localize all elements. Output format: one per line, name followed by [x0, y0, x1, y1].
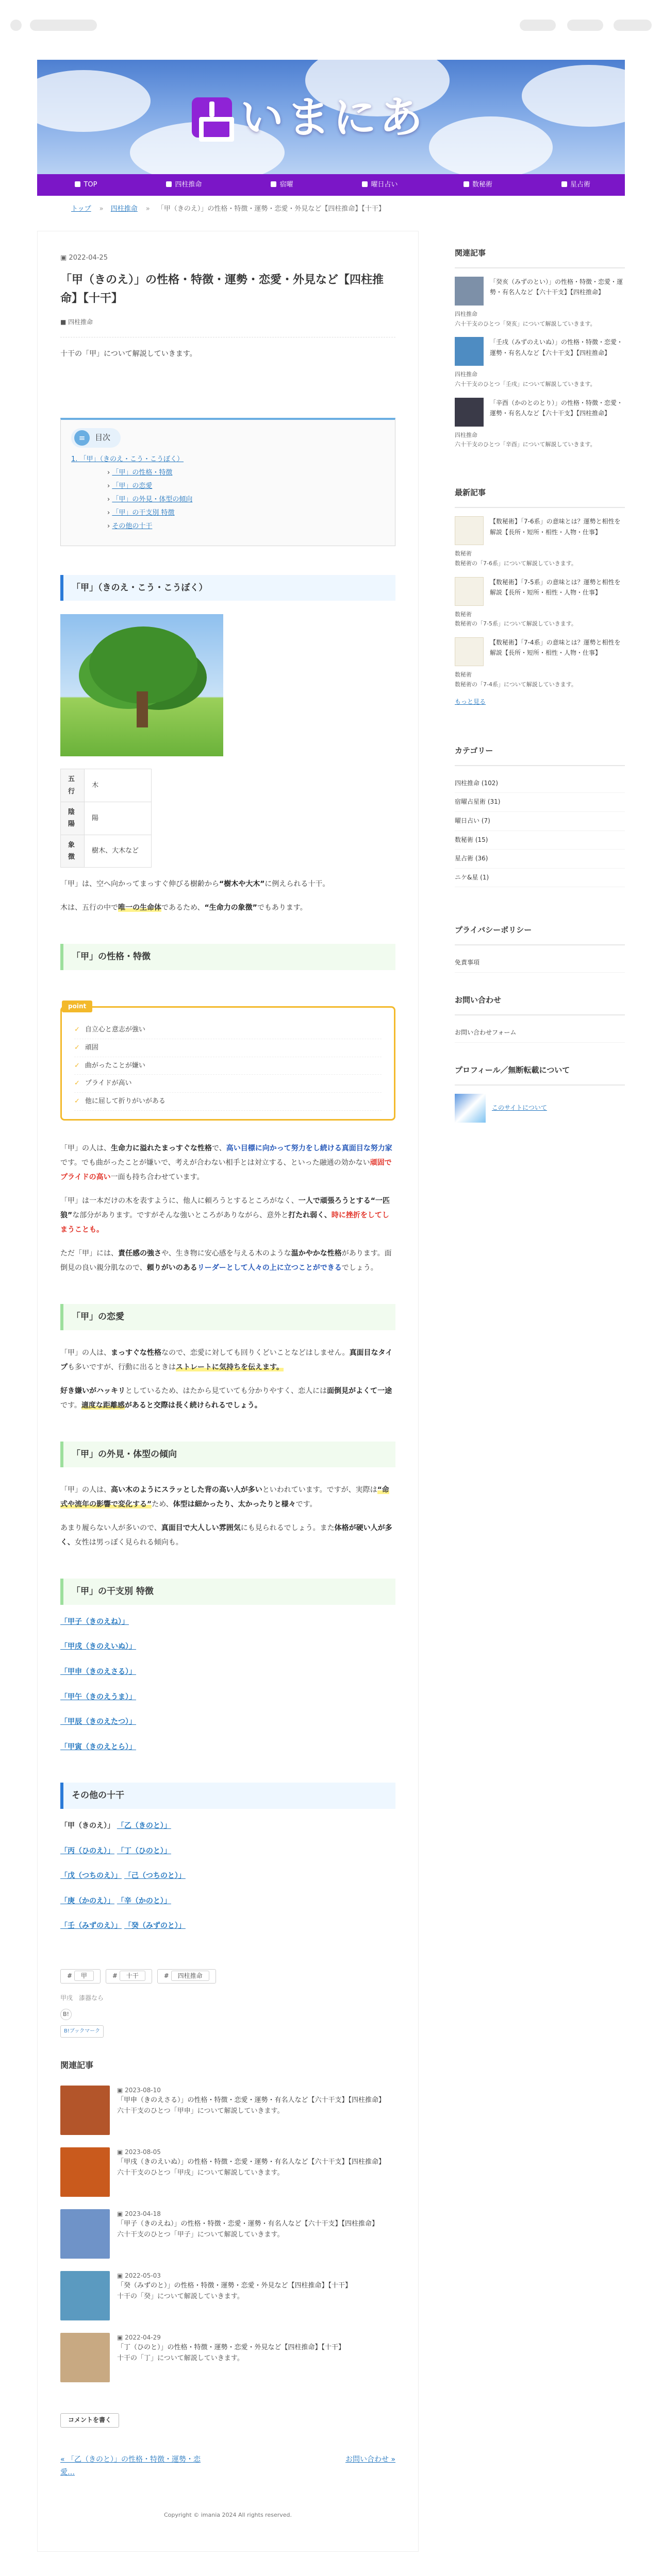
thumbnail-image — [60, 2333, 110, 2382]
point-item: ✓ 自立心と意志が強い — [74, 1021, 382, 1039]
paragraph: 「甲」の人は、高い木のようにスラッとした背の高い人が多いといわれています。ですが、実際は“命式や流年の影響で変化する”ため、体型は細かったり、太かったりと様々です。 — [60, 1486, 389, 1509]
category-link[interactable]: 宿曜占星術 (31) — [455, 793, 625, 812]
thumbnail-image — [455, 277, 484, 306]
widget-title: 最新記事 — [455, 486, 625, 508]
sidebar-contact-widget — [455, 993, 625, 1043]
related-excerpt: 六十干支のひとつ「甲戌」について解説していきます。 — [117, 2168, 284, 2177]
kanshi-link[interactable]: 「甲子（きのえね）」 — [60, 1617, 129, 1626]
kanshi-link[interactable]: 「甲申（きのえさる）」 — [60, 1668, 136, 1676]
table-of-contents: ≡ 目次 1. 「甲」（きのえ・こう・こうぼく） › 「甲」の性格・特徴 › 「甲」の恋愛 › 「甲」の外見・体型の傾向 › 「甲」の干支別 特徴 › その他の十干 — [60, 418, 395, 546]
jikkan-link[interactable]: 「丁（ひのと）」 — [117, 1846, 171, 1855]
sidebar-post[interactable]: 【数秘術】「7-6系」の意味とは？運勢と相性を解説【長所・短所・相性・人物・仕事】 — [455, 516, 625, 545]
sidebar-post[interactable]: 【数秘術】「7-5系」の意味とは？運勢と相性を解説【長所・短所・相性・人物・仕事】 — [455, 577, 625, 606]
sidebar-excerpt: 数秘術 数秘術の「7-4系」について解説していきます。 — [455, 671, 577, 688]
sidebar-excerpt: 数秘術 数秘術の「7-6系」について解説していきます。 — [455, 550, 577, 567]
jikkan-link[interactable]: 「乙（きのと）」 — [117, 1822, 171, 1830]
hatena-bookmark-button[interactable]: B!ブックマーク — [60, 2025, 104, 2038]
category-icon — [464, 181, 469, 187]
section-heading: その他の十干 — [60, 1783, 395, 1809]
widget-title: 関連記事 — [455, 246, 625, 268]
jikkan-link[interactable]: 「壬（みずのえ）」 — [60, 1922, 122, 1930]
category-link[interactable]: 曜日占い (7) — [455, 812, 625, 831]
thumbnail-image — [60, 2086, 110, 2135]
post-date: ▣ 2023-04-18 — [117, 2210, 161, 2217]
section-heading: 「甲」の性格・特徴 — [60, 944, 395, 970]
related-post[interactable] — [60, 2271, 395, 2320]
sidebar-latest-widget — [455, 486, 625, 708]
thumbnail-image — [60, 2147, 110, 2197]
privacy-link[interactable]: 免責事項 — [455, 954, 625, 973]
post-pager — [60, 2453, 395, 2479]
sidebar-post[interactable]: 「壬戌（みずのえいぬ）」の性格・特徴・恋愛・運勢・有名人など【六十干支】【四柱推命】 — [455, 337, 625, 366]
category-link[interactable]: 四柱推命 (102) — [455, 774, 625, 793]
kanshi-link[interactable]: 「甲辰（きのえたつ）」 — [60, 1718, 136, 1726]
thumbnail-image — [455, 577, 484, 606]
jikkan-link[interactable]: 「丙（ひのえ）」 — [60, 1846, 114, 1855]
tag-chip[interactable]: # 甲 — [60, 1969, 101, 1984]
toc-link[interactable]: 「甲」の外見・体型の傾向 — [112, 495, 193, 503]
breadcrumb-current: 「甲（きのえ）」の性格・特徴・運勢・恋愛・外見など【四柱推命】【十干】 — [157, 205, 385, 213]
widget-title: カテゴリー — [455, 744, 625, 766]
check-icon: ✓ — [74, 1043, 80, 1052]
thumbnail-image — [60, 2209, 110, 2259]
toc-link[interactable]: 1. 「甲」（きのえ・こう・こうぼく） — [71, 455, 184, 463]
jikkan-link[interactable]: 「己（つちのと）」 — [124, 1872, 186, 1880]
kanshi-link[interactable]: 「甲午（きのえうま）」 — [60, 1692, 136, 1701]
tree-image — [60, 614, 223, 756]
article-title: 「甲（きのえ）」の性格・特徴・運勢・恋愛・外見など【四柱推命】【十干】 — [60, 274, 384, 305]
category-link[interactable]: 数秘術 (15) — [455, 831, 625, 850]
point-item: ✓ プライドが高い — [74, 1075, 382, 1093]
home-icon — [75, 181, 80, 187]
sidebar-excerpt: 四柱推命 六十干支のひとつ「辛酉」について解説していきます。 — [455, 431, 596, 448]
point-item: ✓ 頑固 — [74, 1039, 382, 1057]
section-heading: 「甲」の干支別 特徴 — [60, 1579, 395, 1605]
post-date: ▣ 2023-08-05 — [117, 2148, 161, 2156]
paragraph: 「甲」は、空へ向かってまっすぐ伸びる樹齢から“樹木や大木”に例えられる十干。 — [60, 880, 330, 889]
thumbnail-image — [455, 337, 484, 366]
sidebar-category-widget — [455, 744, 625, 888]
related-post[interactable] — [60, 2333, 395, 2382]
related-title: 「丁（ひのと）」の性格・特徴・運勢・恋愛・外見など【四柱推命】【十干】 — [117, 2344, 345, 2352]
hatena-icon[interactable]: B! — [60, 2009, 72, 2020]
sidebar-excerpt: 四柱推命 六十干支のひとつ「壬戌」について解説していきます。 — [455, 371, 596, 388]
jikkan-link[interactable]: 「庚（かのえ）」 — [60, 1896, 114, 1905]
top-link-placeholder[interactable] — [614, 20, 652, 31]
point-label: point — [62, 1001, 92, 1012]
top-link-placeholder[interactable] — [520, 20, 556, 31]
sidebar-excerpt: 数秘術 数秘術の「7-5系」について解説していきます。 — [455, 611, 577, 628]
category-icon — [362, 181, 368, 187]
paragraph: 木は、五行の中で唯一の生命体であるため、“生命力の象徴”でもあります。 — [60, 904, 307, 912]
tag-chip[interactable]: # 四柱推命 — [157, 1969, 216, 1984]
tag-chip[interactable]: # 十干 — [106, 1969, 152, 1984]
logo-text: いまにあ — [240, 92, 426, 143]
section-heading: 「甲」の恋愛 — [60, 1304, 395, 1330]
sidebar-privacy-widget — [455, 923, 625, 973]
profile-image — [455, 1094, 486, 1123]
breadcrumb: トップ » 四柱推命 » 「甲（きのえ）」の性格・特徴・運勢・恋愛・外見など【四柱推命】【十干】 — [71, 205, 385, 213]
related-excerpt: 十干の「丁」について解説していきます。 — [117, 2354, 244, 2362]
section-heading: 「甲」の外見・体型の傾向 — [60, 1442, 395, 1468]
article-category[interactable]: ■ 四柱推命 — [60, 317, 395, 338]
category-icon — [561, 181, 567, 187]
related-heading: 関連記事 — [60, 2060, 94, 2071]
copyright: Copyright © imania 2024 All rights reserved. — [163, 2511, 292, 2518]
next-post-link[interactable]: お問い合わせ » — [345, 2455, 395, 2464]
widget-title: プロフィール／無断転載について — [455, 1063, 625, 1086]
top-bar — [0, 0, 662, 49]
widget-title: お問い合わせ — [455, 993, 625, 1015]
thumbnail-image — [60, 2271, 110, 2320]
tag-list — [60, 1969, 395, 1984]
category-link[interactable]: ニケ&星 (1) — [455, 869, 625, 888]
toc-link[interactable]: 「甲」の性格・特徴 — [112, 468, 173, 477]
check-icon: ✓ — [74, 1079, 80, 1088]
sidebar-post[interactable]: 「癸亥（みずのとい）」の性格・特徴・恋愛・運勢・有名人など【六十干支】【四柱推命】 — [455, 277, 625, 306]
jikkan-link[interactable]: 「辛（かのと）」 — [117, 1896, 171, 1905]
sidebar-post[interactable]: 【数秘術】「7-4系」の意味とは？運勢と相性を解説【長所・短所・相性・人物・仕事】 — [455, 637, 625, 666]
sidebar-excerpt: 四柱推命 六十干支のひとつ「癸亥」について解説していきます。 — [455, 311, 596, 327]
nav-item-suhijutsu[interactable]: 数秘術 — [429, 174, 527, 196]
attribute-table: 五行 木 陰陽 陽 象徴 樹木、大木など — [60, 769, 152, 868]
paragraph: 「甲」の人は、生命力に溢れたまっすぐな性格で、高い目標に向かって努力をし続ける真面目な努力家です。でも曲がったことが嫌いで、考えが合わない相手とは対立する、といった融通の効かない頑固でプライドの高い一面も持ち合わせています。 — [60, 1144, 392, 1182]
related-excerpt: 六十干支のひとつ「甲申」について解説していきます。 — [117, 2107, 284, 2115]
related-excerpt: 十干の「癸」について解説していきます。 — [117, 2292, 244, 2300]
jikkan-link[interactable]: 「戊（つちのえ）」 — [60, 1872, 122, 1880]
site-name-placeholder — [30, 20, 97, 31]
related-post[interactable] — [60, 2147, 395, 2197]
prev-post-link[interactable]: « 「乙（きのと）」の性格・特徴・運勢・恋愛… — [60, 2455, 201, 2477]
category-icon — [166, 181, 172, 187]
post-date: ▣ 2022-04-29 — [117, 2333, 161, 2341]
meta-links[interactable]: 甲戌 漆器なら — [60, 1994, 104, 2002]
post-date: ▣ 2022-05-03 — [117, 2272, 161, 2279]
jikkan-current: 「甲（きのえ）」 — [60, 1822, 114, 1830]
nav-item-seisenjutsu[interactable]: 星占術 — [527, 174, 625, 196]
paragraph: ただ「甲」には、責任感の強さや、生き物に安心感を与える木のような温かやかな性格があります。面倒見の良い親分肌なので、頼りがいのあるリーダーとして人々の上に立つことができるでしょう。 — [60, 1249, 392, 1273]
thumbnail-image — [455, 637, 484, 666]
top-link-placeholder[interactable] — [567, 20, 603, 31]
check-icon: ✓ — [74, 1026, 80, 1034]
jikkan-link[interactable]: 「癸（みずのと）」 — [124, 1922, 186, 1930]
paragraph: 「甲」の人は、まっすぐな性格なので、恋愛に対しても回りくどいことなどはしません。真面目なタイプも多いですが、行動に出るときはストレートに気持ちを伝えます。 — [60, 1348, 393, 1371]
category-link[interactable]: 星占術 (36) — [455, 850, 625, 869]
category-icon — [271, 181, 276, 187]
toc-link[interactable]: 「甲」の恋愛 — [112, 482, 153, 490]
paragraph: 「甲」は一本だけの木を表すように、他人に頼ろうとするところがなく、一人で頑張ろうとする“一匹狼”な部分があります。ですがそんな強いところがありながら、意外と打たれ弱く、時に挫折をしてしまうことも。 — [60, 1197, 390, 1234]
section-heading: 「甲」（きのえ・こう・こうぼく） — [60, 575, 395, 601]
share-row — [60, 2009, 395, 2020]
related-title: 「癸（みずのと）」の性格・特徴・運勢・恋愛・外見など【四柱推命】【十干】 — [117, 2282, 352, 2290]
check-icon: ✓ — [74, 1061, 80, 1070]
post-date: ▣ 2022-04-25 — [60, 254, 108, 262]
related-post[interactable] — [60, 2086, 395, 2135]
thumbnail-image — [455, 398, 484, 427]
related-post[interactable] — [60, 2209, 395, 2259]
jikkan-link-list — [60, 1819, 395, 1933]
toc-header[interactable]: ≡ 目次 — [71, 428, 121, 448]
site-favicon-placeholder — [10, 20, 22, 31]
nav-item-top[interactable]: TOP — [37, 174, 135, 196]
related-title: 「甲子（きのえね）」の性格・特徴・恋愛・運勢・有名人など【六十干支】【四柱推命】 — [117, 2220, 379, 2228]
point-box — [60, 1003, 395, 1121]
point-item: ✓ 曲がったことが嫌い — [74, 1057, 382, 1075]
kanshi-link[interactable]: 「甲戌（きのえいぬ）」 — [60, 1642, 136, 1651]
sidebar-profile-widget — [455, 1063, 625, 1123]
nav-item-shichusuimei[interactable]: 四柱推命 — [135, 174, 233, 196]
widget-title: プライバシーポリシー — [455, 923, 625, 945]
global-nav — [37, 174, 625, 196]
related-title: 「甲申（きのえさる）」の性格・特徴・恋愛・運勢・有名人など【六十干支】【四柱推命】 — [117, 2096, 386, 2105]
profile-link[interactable]: このサイトについて — [492, 1104, 547, 1111]
comment-button[interactable]: コメントを書く — [60, 2413, 119, 2428]
site-logo[interactable] — [192, 92, 426, 143]
breadcrumb-category[interactable]: 四柱推命 — [110, 205, 138, 213]
logo-mark-icon — [192, 97, 232, 138]
paragraph: 好き嫌いがハッキリとしているため、はたから見ていても分かりやすく、恋人には面倒見がよくて一途です。適度な距離感があると交際は長く続けられるでしょう。 — [60, 1386, 392, 1410]
paragraph: あまり履らない人が多いので、真面目で大人しい雰囲気にも見られるでしょう。また体格が硬い人が多く、女性は男っぽく見られる傾向も。 — [60, 1524, 392, 1547]
list-icon: ≡ — [74, 430, 90, 446]
check-icon: ✓ — [74, 1097, 80, 1106]
post-date: ▣ 2023-08-10 — [117, 2086, 161, 2094]
related-excerpt: 六十干支のひとつ「甲子」について解説していきます。 — [117, 2230, 284, 2239]
toc-link[interactable]: 「甲」の干支別 特徴 — [112, 509, 175, 517]
thumbnail-image — [455, 516, 484, 545]
contact-link[interactable]: お問い合わせフォーム — [455, 1024, 625, 1043]
sidebar — [455, 231, 625, 2552]
article-lead: 十干の「甲」について解説していきます。 — [60, 350, 197, 359]
point-item: ✓ 他に屈して折りがいがある — [74, 1093, 382, 1111]
nav-item-sukuyo[interactable]: 宿曜 — [233, 174, 331, 196]
related-title: 「甲戌（きのえいぬ）」の性格・特徴・恋愛・運勢・有名人など【六十干支】【四柱推命】 — [117, 2158, 386, 2166]
site-header — [37, 60, 625, 174]
sidebar-related-widget — [455, 246, 625, 450]
breadcrumb-top[interactable]: トップ — [71, 205, 91, 213]
sidebar-post[interactable]: 「辛酉（かのとのとり）」の性格・特徴・恋愛・運勢・有名人など【六十干支】【四柱推命】 — [455, 398, 625, 427]
kanshi-link[interactable]: 「甲寅（きのえとら）」 — [60, 1742, 136, 1751]
nav-item-youbi[interactable]: 曜日占い — [331, 174, 429, 196]
article-main — [37, 231, 419, 2552]
more-link[interactable]: もっと見る — [455, 698, 486, 706]
kanshi-link-list — [60, 1615, 395, 1754]
toc-link[interactable]: その他の十干 — [112, 522, 153, 530]
